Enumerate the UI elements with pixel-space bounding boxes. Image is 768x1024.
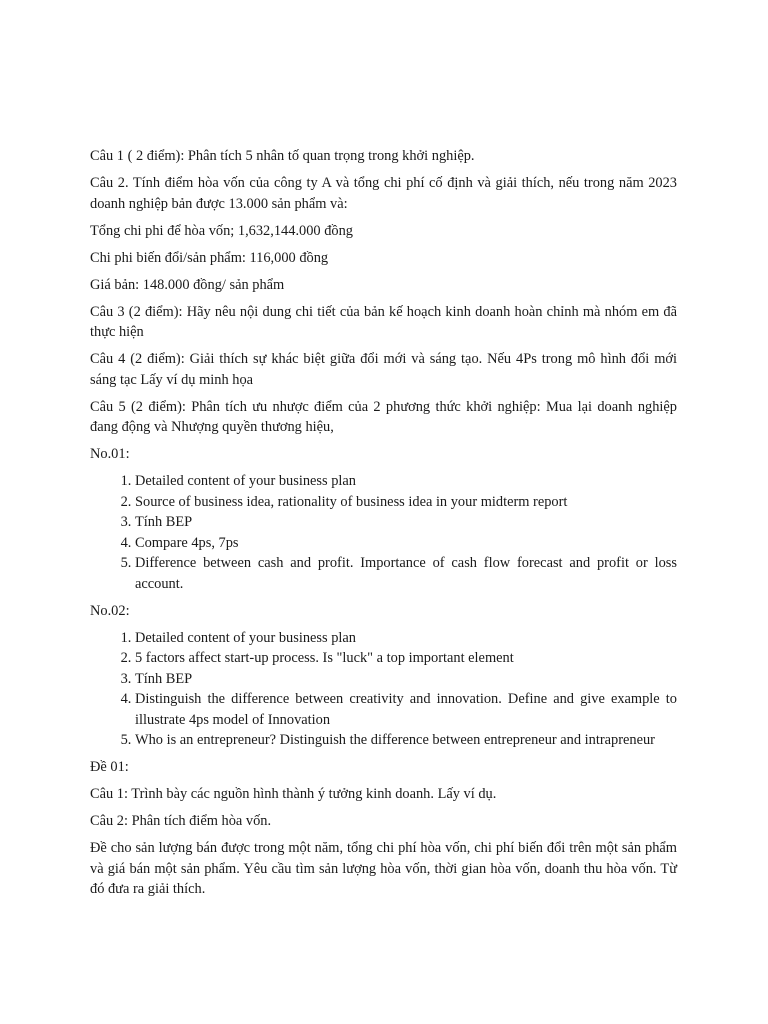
list-item: 2. 5 factors affect start-up process. Is "luck" a top important element xyxy=(135,648,677,669)
document-page xyxy=(90,146,677,906)
no02-heading: No.02: xyxy=(90,602,130,619)
list-item: 4. Compare 4ps, 7ps xyxy=(135,533,677,554)
de01-question-2-detail: Đề cho sản lượng bán được trong một năm, tổng chi phí hòa vốn, chi phí biến đổi trên một sản phẩm và giá bán một sản phẩm. Yêu cầu tìm sản lượng hòa vốn, thời gian hòa vốn, doanh thu hòa vốn. Từ đó đưa ra giải thích. xyxy=(90,840,677,897)
list-item: 3. Tính BEP xyxy=(135,512,677,533)
no01-list xyxy=(90,471,677,594)
list-item: 2. Source of business idea, rationality of business idea in your midterm report xyxy=(135,492,677,513)
question-2-total-cost: Tổng chi phi để hòa vốn; 1,632,144.000 đồng xyxy=(90,222,354,239)
no01-heading: No.01: xyxy=(90,446,130,462)
question-3: Câu 3 (2 điểm): Hãy nêu nội dung chi tiết của bản kế hoạch kinh doanh hoàn chỉnh mà nhóm em đã thực hiện xyxy=(90,303,677,340)
list-item: 5. Difference between cash and profit. Importance of cash flow forecast and profit or loss account. xyxy=(135,553,677,594)
list-item: 1. Detailed content of your business plan xyxy=(135,471,677,492)
de01-question-2: Câu 2: Phân tích điểm hòa vốn. xyxy=(90,813,272,829)
list-item: 1. Detailed content of your business plan xyxy=(135,628,677,649)
list-item: 5. Who is an entrepreneur? Distinguish the difference between entrepreneur and intrapreneur xyxy=(135,730,677,751)
de01-heading: Đề 01: xyxy=(90,759,129,775)
question-4: Câu 4 (2 điểm): Giải thích sự khác biệt giữa đổi mới và sáng tạo. Nếu 4Ps trong mô hình đổi mới sáng tạc Lấy ví dụ minh họa xyxy=(90,351,677,388)
question-5: Câu 5 (2 điểm): Phân tích ưu nhược điểm của 2 phương thức khởi nghiệp: Mua lại doanh nghiệp đang động và Nhượng quyền thương hiệu, xyxy=(90,398,677,435)
list-item: 3. Tính BEP xyxy=(135,669,677,690)
question-2: Câu 2. Tính điểm hòa vốn của công ty A và tổng chi phí cố định và giải thích, nếu trong năm 2023 doanh nghiệp bản được 13.000 sản phẩm và: xyxy=(90,175,677,212)
question-1: Câu 1 ( 2 điểm): Phân tích 5 nhân tố quan trọng trong khởi nghiệp. xyxy=(90,148,475,164)
list-item: 4. Distinguish the difference between creativity and innovation. Define and give example to illustrate 4ps model of Innovation xyxy=(135,689,677,730)
de01-question-1: Câu 1: Trình bày các nguồn hình thành ý tưởng kinh doanh. Lấy ví dụ. xyxy=(90,786,497,802)
question-2-price: Giá bản: 148.000 đồng/ sản phẩm xyxy=(90,276,285,293)
no02-list xyxy=(90,628,677,751)
question-2-variable-cost: Chi phi biến đổi/sản phẩm: 116,000 đồng xyxy=(90,249,329,266)
